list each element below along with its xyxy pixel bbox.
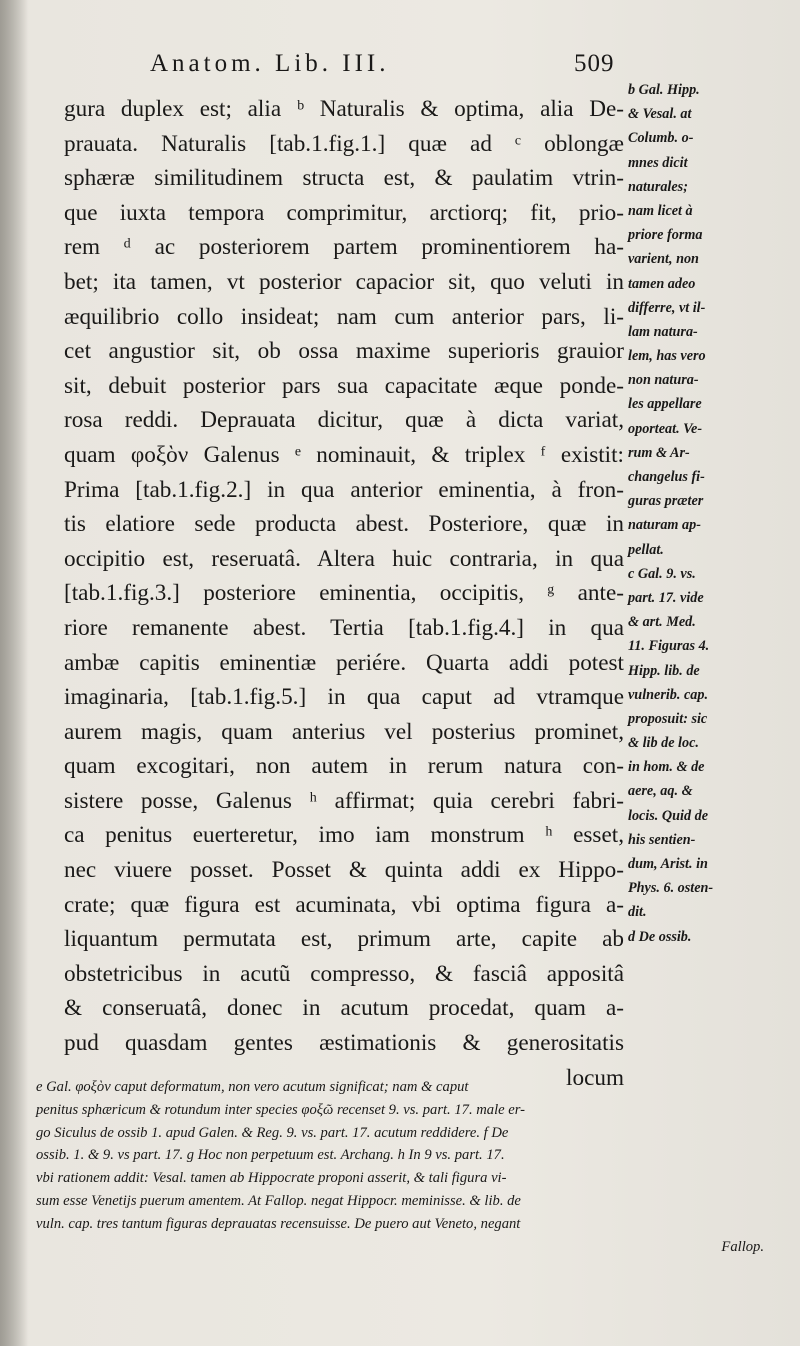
margin-note-line: aere, aq. & <box>628 783 693 800</box>
text-line: ca penitus euerteretur, imo iam monstrum ʰ esset, <box>64 822 624 849</box>
text-line: riore remanente abest. Tertia [tab.1.fig.4.] in qua <box>64 614 624 641</box>
text-line: rem ᵈ ac posteriorem partem prominentiorem ha- <box>64 234 624 261</box>
margin-note-line: differre, vt il- <box>628 299 706 316</box>
binding-shadow <box>0 0 28 1346</box>
running-head-title: Anatom. Lib. III. <box>150 50 390 77</box>
text-line: sit, debuit posterior pars sua capacitate æque ponde- <box>64 372 624 399</box>
footnotes-block <box>36 1076 764 1258</box>
text-line: gura duplex est; alia ᵇ Naturalis & optima, alia De- <box>64 96 624 122</box>
footnote-line: vbi rationem addit: Vesal. tamen ab Hippocrate proponi asserit, & tali figura vi- <box>36 1170 507 1187</box>
margin-note-line: & Vesal. at <box>628 106 692 123</box>
margin-note-line: oporteat. Ve- <box>628 420 703 437</box>
text-line: & conseruatâ, donec in acutum procedat, quam a- <box>64 995 624 1022</box>
margin-note-line: non natura- <box>628 372 699 389</box>
margin-note-line: priore forma <box>628 227 703 244</box>
text-line: sphæræ similitudinem structa est, & paulatim vtrin- <box>64 165 624 192</box>
margin-note-line: d De ossib. <box>628 928 692 945</box>
footnote-line: Fallop. <box>721 1238 764 1255</box>
margin-note-line: mnes dicit <box>628 154 688 171</box>
margin-note-line: 11. Figuras 4. <box>628 638 710 655</box>
margin-note-line: rum & Ar- <box>628 444 690 461</box>
footnote-line: sum esse Venetijs puerum amentem. At Fallop. negat Hippocr. meminisse. & lib. de <box>36 1192 521 1209</box>
footnote-line: penitus sphæricum & rotundum inter species φοξῶ recenset 9. vs. part. 17. male er- <box>36 1101 525 1118</box>
margin-note-line: dum, Arist. in <box>628 856 708 872</box>
margin-note-line: & art. Med. <box>628 614 696 631</box>
margin-note-line: part. 17. vide <box>628 589 704 606</box>
margin-note-line: proposuit: sic <box>628 710 708 727</box>
margin-note-line: locis. Quid de <box>628 807 708 824</box>
text-line: locum <box>566 1064 624 1091</box>
text-line: nec viuere posset. Posset & quinta addi ex Hippo- <box>64 857 624 884</box>
margin-note-line: nam licet à <box>628 202 693 219</box>
text-line: rosa reddi. Deprauata dicitur, quæ à dicta variat, <box>64 407 624 434</box>
margin-note-line: naturales; <box>628 178 688 195</box>
margin-note-line: c Gal. 9. vs. <box>628 565 696 582</box>
text-line: quam excogitari, non autem in rerum natura con- <box>64 753 624 780</box>
text-line: pud quasdam gentes æstimationis & generositatis <box>64 1030 624 1057</box>
text-line: ambæ capitis eminentiæ periére. Quarta addi potest <box>64 649 624 676</box>
text-line: bet; ita tamen, vt posterior capacior sit, quo veluti in <box>64 268 624 295</box>
margin-note-line: his sentien- <box>628 831 696 848</box>
text-line: cet angustior sit, ob ossa maxime superioris grauior <box>64 338 624 365</box>
text-line: obstetricibus in acutũ compresso, & fasciâ appositâ <box>64 960 624 987</box>
text-line: que iuxta tempora comprimitur, arctiorq; fit, prio- <box>64 199 624 226</box>
margin-note-line: dit. <box>628 904 647 921</box>
margin-note-line: varient, non <box>628 251 699 268</box>
text-line: imaginaria, [tab.1.fig.5.] in qua caput ad vtramque <box>64 684 624 711</box>
text-line: tis elatiore sede producta abest. Posteriore, quæ in <box>64 511 624 538</box>
margin-note-line: guras præter <box>628 493 704 510</box>
text-line: Prima [tab.1.fig.2.] in qua anterior eminentia, à fron- <box>64 476 624 503</box>
main-text-column <box>64 92 624 1095</box>
text-line: aurem magis, quam anterius vel posterius prominet, <box>64 718 624 745</box>
page-number: 509 <box>574 50 615 77</box>
footnote-line: vuln. cap. tres tantum figuras deprauatas recensuisse. De puero aut Veneto, negant <box>36 1215 521 1232</box>
text-line: quam φοξὸν Galenus ᵉ nominauit, & triplex ᶠ existit: <box>64 441 624 468</box>
text-line: æquilibrio collo insideat; nam cum anterior pars, li- <box>64 303 624 330</box>
margin-note-line: lam natura- <box>628 323 698 340</box>
margin-note-line: les appellare <box>628 396 702 413</box>
text-line: [tab.1.fig.3.] posteriore eminentia, occipitis, ᵍ ante- <box>64 580 624 607</box>
margin-note-line: naturam ap- <box>628 517 701 534</box>
running-head <box>150 50 615 78</box>
margin-note-line: & lib de loc. <box>628 735 699 752</box>
margin-note-line: lem, has vero <box>628 348 706 365</box>
text-line: sistere posse, Galenus ʰ affirmat; quia cerebri fabri- <box>64 787 624 814</box>
footnote-line: ossib. 1. & 9. vs part. 17. g Hoc non perpetuum est. Archang. h In 9 vs. part. 17. <box>36 1147 505 1164</box>
text-line: crate; quæ figura est acuminata, vbi optima figura a- <box>64 891 624 918</box>
text-line: occipitio est, reseruatâ. Altera huic contraria, in qua <box>64 545 624 572</box>
margin-note-line: changelus fi- <box>628 469 705 485</box>
margin-note-line: tamen adeo <box>628 275 696 292</box>
margin-note-line: in hom. & de <box>628 759 705 776</box>
margin-note-line: Phys. 6. osten- <box>628 880 714 897</box>
margin-note-line: b Gal. Hipp. <box>628 82 700 98</box>
text-line: liquantum permutata est, primum arte, capite ab <box>64 926 624 953</box>
margin-note-line: vulnerib. cap. <box>628 686 708 703</box>
footnote-line: e Gal. φοξὸν caput deformatum, non vero acutum significat; nam & caput <box>36 1079 469 1095</box>
margin-notes-column <box>628 78 798 949</box>
margin-note-line: pellat. <box>628 541 664 558</box>
margin-note-line: Columb. o- <box>628 130 694 147</box>
margin-note-line: Hipp. lib. de <box>628 662 700 679</box>
footnote-line: go Siculus de ossib 1. apud Galen. & Reg. 9. vs. part. 17. acutum reddidere. f De <box>36 1124 509 1141</box>
text-line: prauata. Naturalis [tab.1.fig.1.] quæ ad ᶜ oblongæ <box>64 130 624 157</box>
